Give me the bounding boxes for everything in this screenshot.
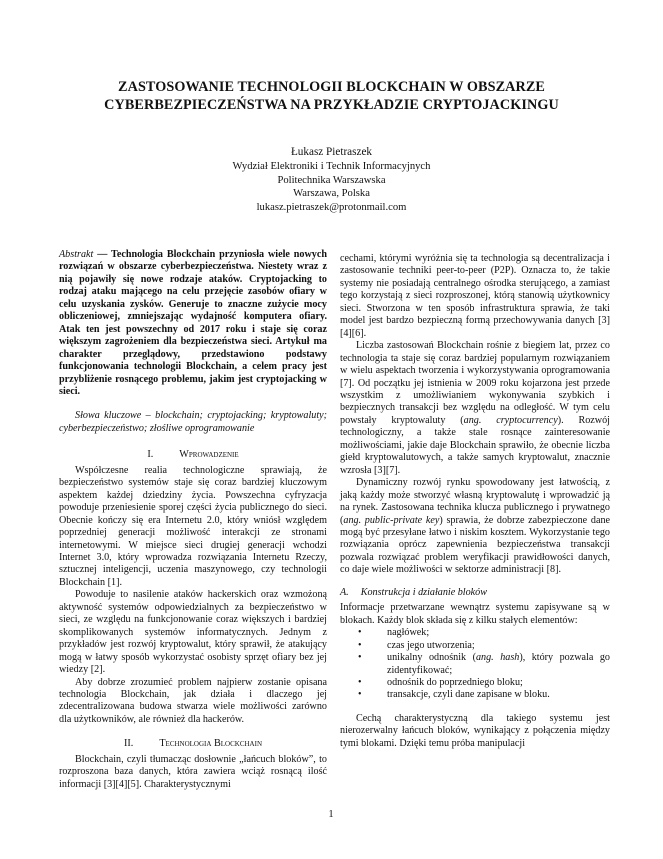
text-run: ) sprawia, że dobrze zabezpieczone dane mogą być przesyłane łatwo i niskim kosztem. Wykorzystanie tego rozwiązania oprócz zapewnienia bezpieczeństwa transakcji pozwala rozwiązać problem weryfikacji prawidłowości danych, co daje wiele możliwości w sektorze administracji [8].: [340, 514, 610, 576]
text-run: odnośnik do poprzedniego bloku;: [387, 676, 523, 688]
keywords: Słowa kluczowe – blockchain; cryptojacking; kryptowaluty; cyberbezpieczeństwo; złośliwe oprogramowanie: [59, 410, 327, 434]
section-title: Technologia Blockchain: [159, 738, 262, 750]
subsection-heading: [340, 587, 610, 599]
paragraph: Współczesne realia technologiczne sprawiają, że bezpieczeństwo systemów staje się coraz bardziej kluczowym aspektem każdej dziedziny życia. Powszechna cyfryzacja powoduje przeniesienie sporej części życia publicznego do sieci. Obecnie kończy się era Internetu 2.0, który wniósł względem poprzedniej generacji możliwość interakcji ze stronami internetowymi. W miejsce sieci drugiej generacji wchodzi Internet 3.0, który wprowadza rozwiązania Internetu Rzeczy, sztucznej inteligencji, uczenia maszynowego, czy technologii Blockchain [1].: [59, 464, 327, 588]
paragraph: Cechą charakterystyczną dla takiego systemu jest nierozerwalny łańcuch bloków, wynikający z połączenia między tymi blokami. Dzięki temu próba manipulacji: [340, 712, 610, 749]
text-run: Liczba zastosowań Blockchain rośnie z biegiem lat, przez co technologia ta staje się coraz bardziej popularnym rozwiązaniem w wielu aspektach tworzenia i wykorzystywania oprogramowania [7]. Od początku jej istnienia w 2009 roku kojarzona jest przede wszystkim z umożliwianiem wykonywania szybkich i bezpiecznych transakcji bez względu na odległość. W tym celu powstały kryptowaluty (: [340, 340, 610, 426]
author-email[interactable]: lukasz.pietraszek@protonmail.com: [256, 201, 407, 213]
section-heading-2: [59, 738, 327, 750]
author-department: Wydział Elektroniki i Technik Informacyjnych: [232, 161, 431, 172]
list-item: [387, 640, 610, 652]
text-run: ). Rozwój technologiczny, a także stale rosnące zainteresowanie możliwościami, jakie daje Blockchain sprawiło, że obecnie liczba giełd kryptowalutowych, a także samych kryptowalut, znacznie wzrosła [3][7].: [340, 414, 610, 476]
author-location: Warszawa, Polska: [293, 188, 370, 200]
title-line-1: ZASTOSOWANIE TECHNOLOGII BLOCKCHAIN W OBSZARZE: [118, 79, 545, 95]
paragraph: Informacje przetwarzane wewnątrz systemu zapisywane są w blokach. Każdy blok składa się z kilku stałych elementów:: [340, 602, 610, 626]
section-number: II.: [123, 738, 134, 750]
paragraph: Aby dobrze zrozumieć problem najpierw zostanie opisana technologia Blockchain, jak działa i dlaczego jej zdecentralizowana budowa stwarza wiele możliwości zarówno dla użytkowników, ale również dla hackerów.: [59, 676, 327, 725]
list-item: [387, 652, 610, 677]
list-item: [387, 627, 610, 639]
text-run: ), który pozwala go zidentyfikować;: [387, 652, 610, 676]
text-run: czas jego utworzenia;: [387, 639, 475, 651]
section-title: Wprowadzenie: [179, 449, 239, 461]
list-item: [387, 677, 610, 689]
section-heading-1: [59, 449, 327, 461]
paper-title: [60, 78, 603, 114]
abstract-text: — Technologia Blockchain przyniosła wiele nowych rozwiązań w obszarze cyberbezpieczeństwa. Niestety wraz z nią pojawiły się nowe rodzaje ataków. Cryptojacking to rodzaj ataku mającego na celu przejęcie zasobów ofiary w celu uzyskania zysków. Generuje to znaczne zużycie mocy obliczeniowej, zmniejszając wydajność komputera ofiary. Atak ten jest powszechny od 2017 roku i staje się coraz większym zagrożeniem dla bezpieczeństwa sieci. Artykuł ma charakter przeglądowy, przedstawiono podstawy funkcjonowania technologii Blockchain, a celem pracy jest przybliżenie rosnącego problemu, jakim jest cryptojacking w sieci.: [59, 249, 327, 397]
author-name: Łukasz Pietraszek: [290, 146, 373, 158]
subsection-number: A.: [340, 586, 349, 598]
section-number: I.: [147, 449, 154, 461]
paragraph: Blockchain, czyli tłumacząc dosłownie „łańcuch bloków”, to rozproszona baza danych, która zawiera wciąż rosnącą ilość informacji [3][4][5]. Charakterystycznymi: [59, 753, 327, 790]
list-item: [387, 689, 610, 701]
paragraph: [340, 477, 610, 577]
term: ang. cryptocurrency: [463, 414, 558, 426]
paragraph: Powoduje to nasilenie ataków hackerskich oraz wzmożoną aktywność systemów odpowiedzialnych za bezpieczeństwo w sieci, ze względu na funkcjonowanie coraz większych i bardziej skomplikowanych systemów informatycznych. Jednym z przykładów jest rozwój kryptowalut, który sprawił, że atakujący mogą w łatwy sposób wykorzystać osobisty sprzęt ofiary bez jej wiedzy [2].: [59, 589, 327, 676]
text-run: transakcje, czyli dane zapisane w bloku.: [387, 689, 550, 701]
term: ang. hash: [475, 652, 520, 664]
abstract-label: Abstrakt: [59, 249, 94, 260]
text-run: Dynamiczny rozwój rynku spowodowany jest łatwością, z jaką każdy może stworzyć własną kryptowalutę i wprowadzić ją na rynek. Zastosowana technika klucza publicznego i prywatnego (: [340, 477, 610, 526]
paragraph: [340, 340, 610, 477]
subsection-title: Konstrukcja i działanie bloków: [360, 586, 487, 598]
term: ang. public-private key: [343, 514, 440, 526]
page-number: 1: [328, 809, 334, 820]
element-list: [340, 627, 610, 702]
title-line-2: CYBERBEZPIECZEŃSTWA NA PRZYKŁADZIE CRYPTOJACKINGU: [104, 97, 559, 113]
text-run: unikalny odnośnik (: [387, 652, 476, 664]
paragraph: cechami, którymi wyróżnia się ta technologia są decentralizacja i zastosowanie techniki peer-to-peer (P2P). Oznacza to, że takie systemy nie posiadają centralnego ośrodka sterującego, a zamiast tego korzystają z sieci rozproszonej, którą stanowią użytkownicy sieci. Stworzona w ten sposób infrastruktura sprawia, że taki model jest bardzo bezpieczną formą przechowywania danych [3][4][6].: [340, 253, 610, 339]
abstract: [59, 249, 327, 398]
text-run: nagłówek;: [387, 627, 430, 639]
right-column: [340, 253, 610, 750]
left-column: [59, 249, 327, 791]
author-university: Politechnika Warszawska: [277, 174, 386, 186]
author-block: [150, 145, 513, 214]
